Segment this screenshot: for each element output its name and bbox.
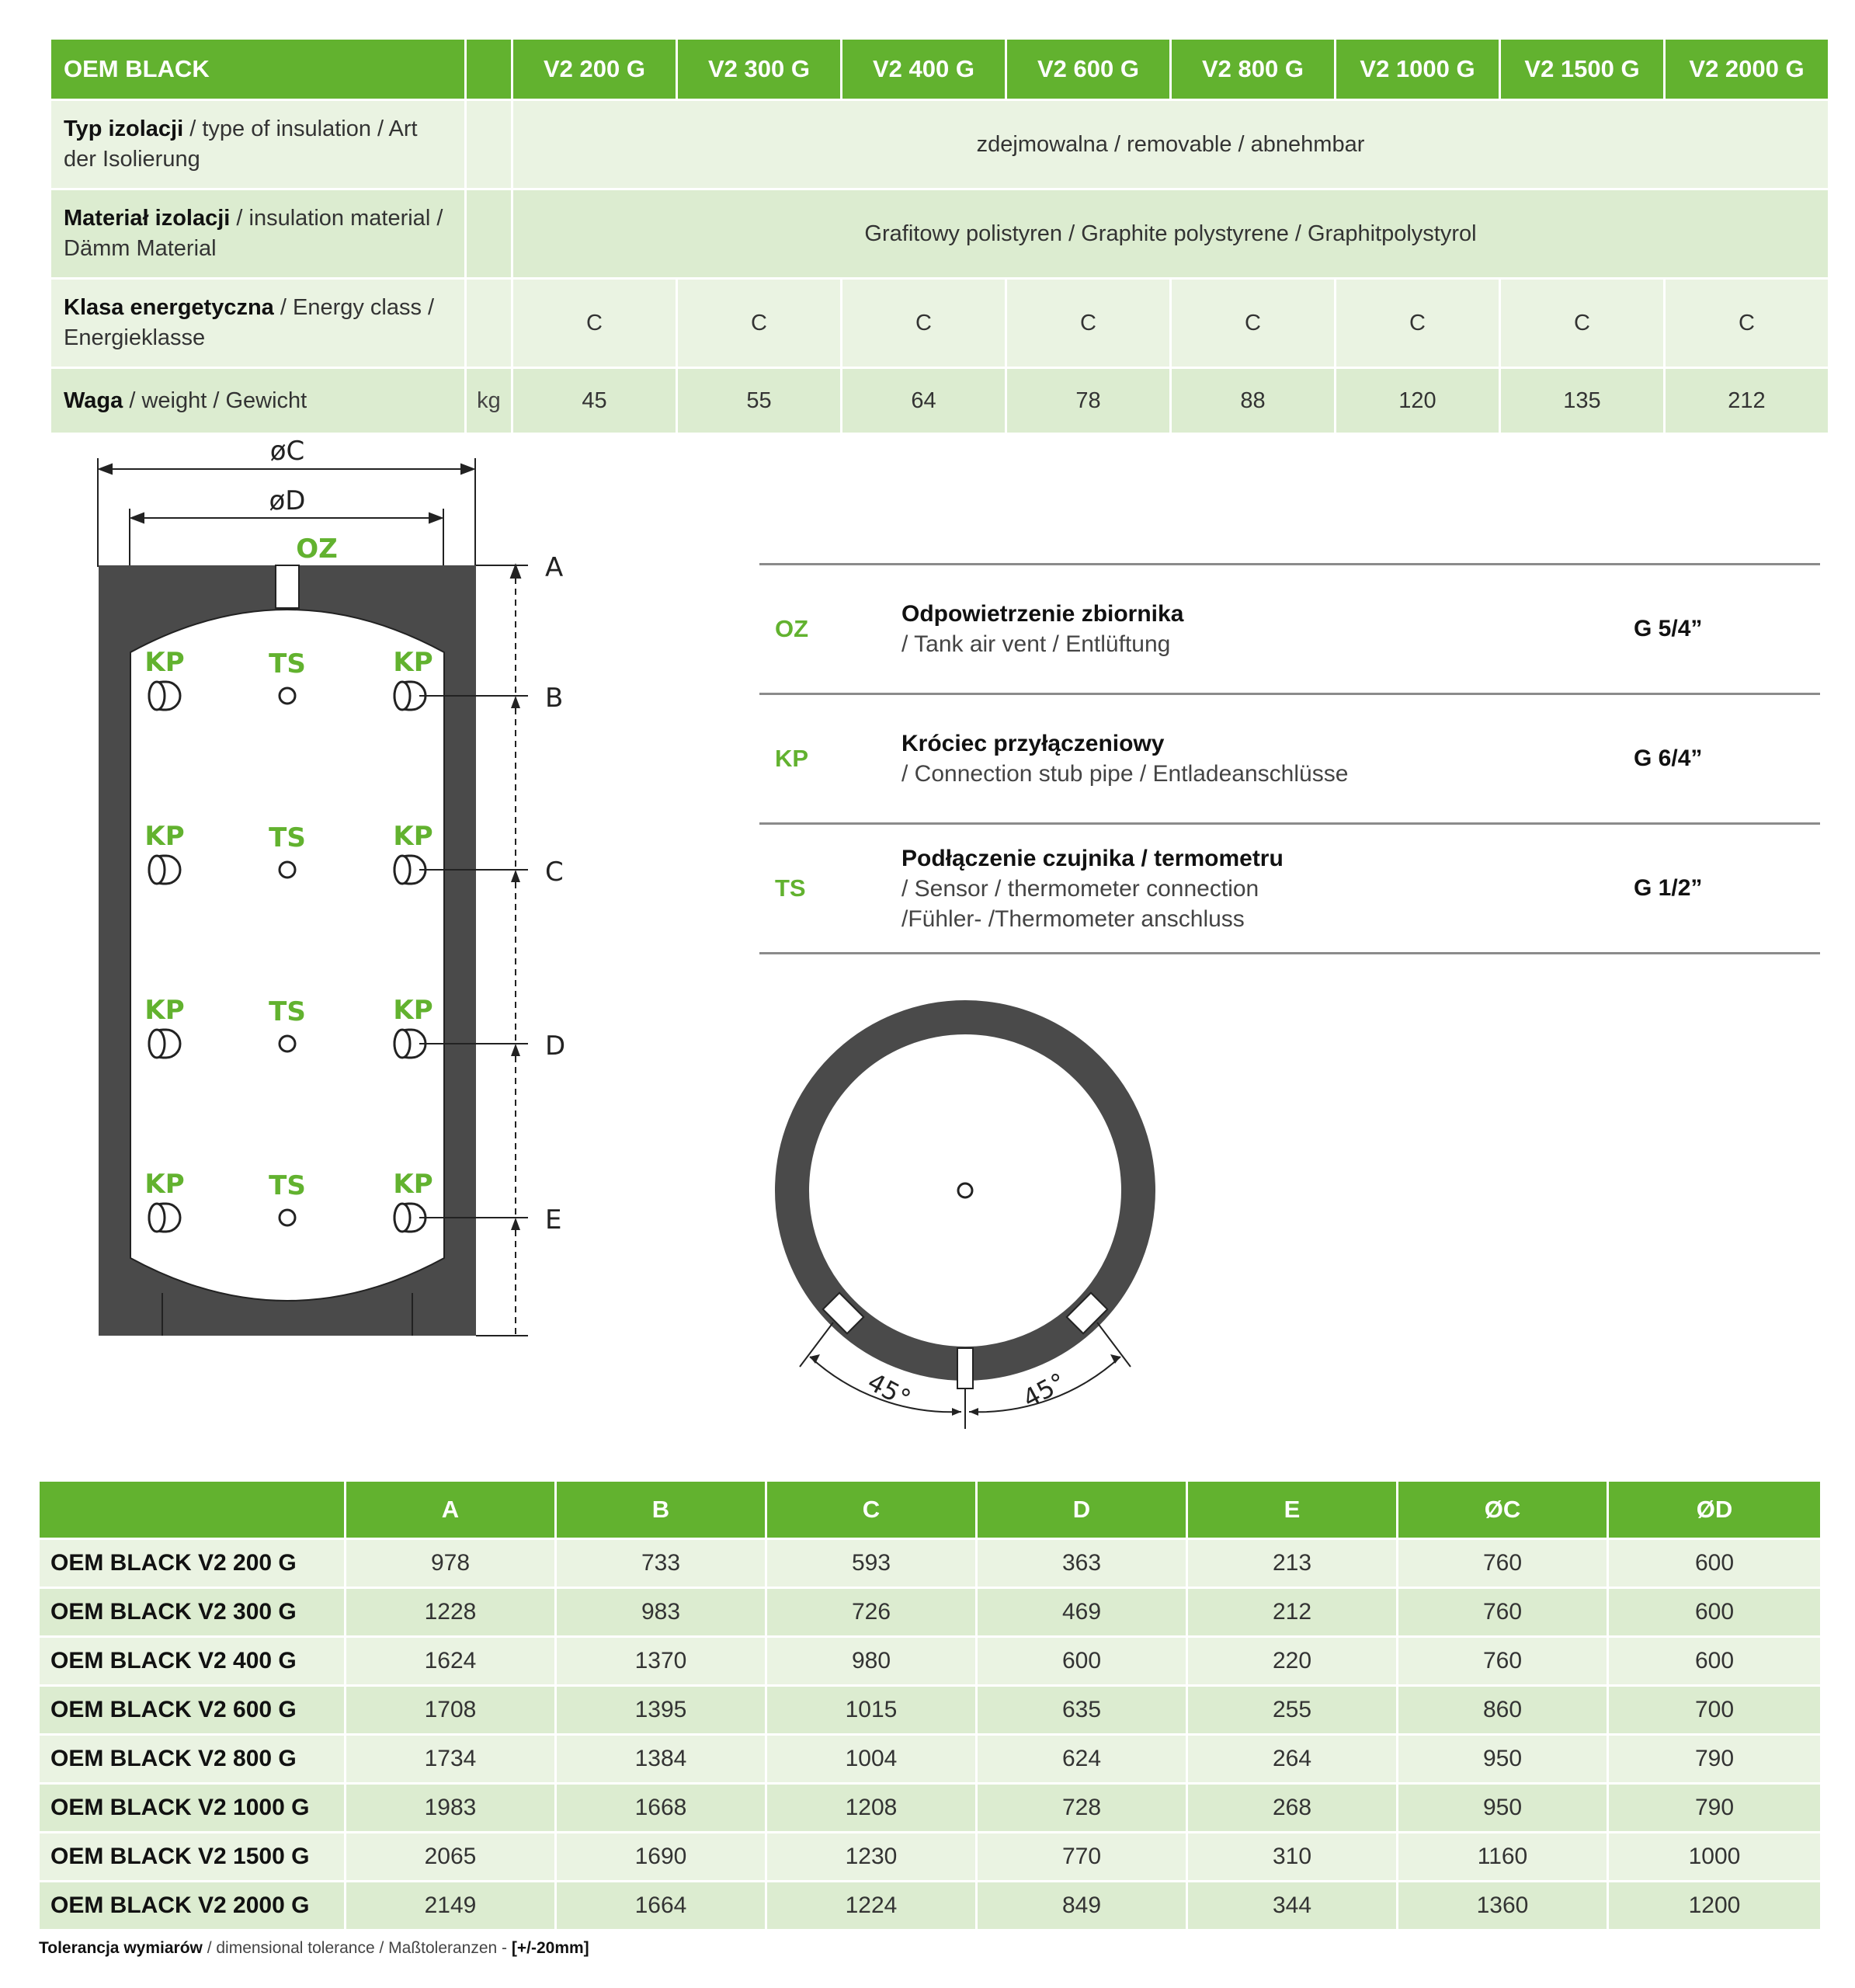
spec-header-cell: V2 800 G xyxy=(1172,40,1334,99)
legend-thread: G 6/4” xyxy=(1634,746,1703,771)
model-name: OEM BLACK V2 2000 G xyxy=(40,1882,344,1929)
spec-table xyxy=(49,37,1830,435)
model-name: OEM BLACK V2 800 G xyxy=(40,1736,344,1782)
dim-header-cell: A xyxy=(346,1482,554,1538)
tank-diagram xyxy=(0,419,621,1351)
legend-row xyxy=(759,563,1820,693)
dimension-value: 980 xyxy=(767,1638,975,1684)
ts-port xyxy=(280,688,295,704)
model-name: OEM BLACK V2 1500 G xyxy=(40,1833,344,1880)
dim-header-cell: D xyxy=(978,1482,1186,1538)
dimension-value: 1384 xyxy=(557,1736,765,1782)
model-name: OEM BLACK V2 400 G xyxy=(40,1638,344,1684)
dimension-value: 469 xyxy=(978,1589,1186,1635)
legend-thread: G 1/2” xyxy=(1634,875,1703,901)
dimension-value: 849 xyxy=(978,1882,1186,1929)
dimension-value: 760 xyxy=(1398,1540,1607,1587)
dimension-row xyxy=(40,1687,1820,1733)
dimension-value: 1228 xyxy=(346,1589,554,1635)
dimension-value: 593 xyxy=(767,1540,975,1587)
dimension-value: 624 xyxy=(978,1736,1186,1782)
dimension-value: 600 xyxy=(1609,1589,1820,1635)
dimension-row xyxy=(40,1736,1820,1782)
dimension-value: 600 xyxy=(1609,1638,1820,1684)
dimension-value: 1668 xyxy=(557,1785,765,1831)
ts-label: TS xyxy=(269,648,306,679)
ts-label: TS xyxy=(269,1170,306,1201)
energy-class-cell: C xyxy=(1336,280,1499,367)
dimension-value: 700 xyxy=(1609,1687,1820,1733)
dim-header-cell: B xyxy=(557,1482,765,1538)
dimension-value: 255 xyxy=(1188,1687,1396,1733)
dimension-value: 213 xyxy=(1188,1540,1396,1587)
spec-header-cell: V2 200 G xyxy=(513,40,676,99)
dimension-value: 2149 xyxy=(346,1882,554,1929)
dimension-value: 268 xyxy=(1188,1785,1396,1831)
dimension-value: 212 xyxy=(1188,1589,1396,1635)
spec-header-cell: V2 400 G xyxy=(842,40,1005,99)
kp-label: KP xyxy=(393,1169,433,1200)
ts-label: TS xyxy=(269,822,306,853)
insulation-material-value: Grafitowy polistyren / Graphite polystyrene / Graphitpolystyrol xyxy=(513,190,1828,277)
legend-row xyxy=(759,693,1820,822)
kp-label: KP xyxy=(144,647,185,678)
dimension-value: 1000 xyxy=(1609,1833,1820,1880)
energy-class-cell: C xyxy=(513,280,676,367)
dimension-value: 264 xyxy=(1188,1736,1396,1782)
legend-code: TS xyxy=(775,874,806,902)
legend-code: OZ xyxy=(775,615,809,642)
dim-header-cell: ØC xyxy=(1398,1482,1607,1538)
weight-cell: 135 xyxy=(1501,369,1663,433)
dimension-value: 1230 xyxy=(767,1833,975,1880)
dimension-row xyxy=(40,1785,1820,1831)
angle-label-left: 45° xyxy=(863,1367,916,1414)
dimension-row xyxy=(40,1589,1820,1635)
kp-label: KP xyxy=(144,1169,185,1200)
spec-header-cell: V2 600 G xyxy=(1007,40,1169,99)
weight-cell: 64 xyxy=(842,369,1005,433)
tank-top-view xyxy=(761,986,1180,1437)
insulation-type-row xyxy=(51,101,1828,188)
dimension-value: 1015 xyxy=(767,1687,975,1733)
weight-cell: 120 xyxy=(1336,369,1499,433)
dimension-value: 1690 xyxy=(557,1833,765,1880)
dimension-value: 1160 xyxy=(1398,1833,1607,1880)
dimension-row xyxy=(40,1882,1820,1929)
dimension-row xyxy=(40,1833,1820,1880)
dimension-value: 1004 xyxy=(767,1736,975,1782)
dimension-value: 1734 xyxy=(346,1736,554,1782)
legend-line: /Fühler- /Thermometer anschluss xyxy=(901,905,1245,932)
row-label: Waga / weight / Gewicht xyxy=(51,369,464,433)
ts-port xyxy=(280,1210,295,1225)
dimension-value: 1395 xyxy=(557,1687,765,1733)
level-label-e: E xyxy=(545,1204,562,1236)
energy-class-cell: C xyxy=(1172,280,1334,367)
dimension-value: 733 xyxy=(557,1540,765,1587)
dimension-row xyxy=(40,1540,1820,1587)
dimension-header-row xyxy=(40,1482,1820,1538)
level-label-a: A xyxy=(545,552,564,583)
dimension-value: 220 xyxy=(1188,1638,1396,1684)
ts-port xyxy=(280,1036,295,1051)
dimension-value: 770 xyxy=(978,1833,1186,1880)
dimension-value: 1224 xyxy=(767,1882,975,1929)
dimension-value: 950 xyxy=(1398,1736,1607,1782)
weight-unit: kg xyxy=(467,369,511,433)
dimension-row xyxy=(40,1638,1820,1684)
dia-d-label: øD xyxy=(269,485,306,516)
level-label-c: C xyxy=(545,857,564,888)
dimension-value: 978 xyxy=(346,1540,554,1587)
dimension-value: 983 xyxy=(557,1589,765,1635)
spec-header-cell: V2 300 G xyxy=(678,40,840,99)
tolerance-note: Tolerancja wymiarów / dimensional tolerance / Maßtoleranzen - [+/-20mm] xyxy=(39,1939,589,1957)
weight-cell: 212 xyxy=(1666,369,1828,433)
row-label: Typ izolacji / type of insulation / Art der Isolierung xyxy=(51,101,464,188)
dimension-value: 600 xyxy=(978,1638,1186,1684)
dim-header-cell: E xyxy=(1188,1482,1396,1538)
spec-header-cell: OEM BLACK xyxy=(51,40,464,99)
dimension-value: 1360 xyxy=(1398,1882,1607,1929)
legend-title: Podłączenie czujnika / termometru xyxy=(901,845,1284,871)
energy-class-cell: C xyxy=(1666,280,1828,367)
oz-port xyxy=(276,565,299,608)
ts-label: TS xyxy=(269,996,306,1027)
oz-label: OZ xyxy=(296,533,338,565)
dimension-value: 363 xyxy=(978,1540,1186,1587)
weight-cell: 55 xyxy=(678,369,840,433)
energy-class-cell: C xyxy=(1007,280,1169,367)
dimension-value: 1200 xyxy=(1609,1882,1820,1929)
kp-label: KP xyxy=(144,995,185,1026)
connection-legend xyxy=(759,563,1820,954)
dim-header-cell xyxy=(40,1482,344,1538)
spec-header-cell: V2 1500 G xyxy=(1501,40,1663,99)
bottom-port xyxy=(957,1348,973,1388)
dimension-value: 728 xyxy=(978,1785,1186,1831)
legend-title: Króciec przyłączeniowy xyxy=(901,731,1165,756)
energy-class-cell: C xyxy=(1501,280,1663,367)
energy-class-cell: C xyxy=(678,280,840,367)
weight-cell: 45 xyxy=(513,369,676,433)
dimension-value: 1983 xyxy=(346,1785,554,1831)
dimension-value: 310 xyxy=(1188,1833,1396,1880)
spec-header-cell: V2 1000 G xyxy=(1336,40,1499,99)
dim-header-cell: ØD xyxy=(1609,1482,1820,1538)
dimension-value: 2065 xyxy=(346,1833,554,1880)
kp-label: KP xyxy=(144,821,185,852)
dimension-value: 1624 xyxy=(346,1638,554,1684)
dimension-value: 760 xyxy=(1398,1638,1607,1684)
insulation-material-row xyxy=(51,190,1828,277)
dimension-value: 760 xyxy=(1398,1589,1607,1635)
dimension-value: 950 xyxy=(1398,1785,1607,1831)
dimension-value: 726 xyxy=(767,1589,975,1635)
dimension-value: 344 xyxy=(1188,1882,1396,1929)
model-name: OEM BLACK V2 1000 G xyxy=(40,1785,344,1831)
model-name: OEM BLACK V2 200 G xyxy=(40,1540,344,1587)
level-label-b: B xyxy=(545,683,564,714)
spec-header-cell xyxy=(467,40,511,99)
energy-class-row xyxy=(51,280,1828,367)
weight-cell: 78 xyxy=(1007,369,1169,433)
kp-label: KP xyxy=(393,821,433,852)
weight-cell: 88 xyxy=(1172,369,1334,433)
dimension-value: 635 xyxy=(978,1687,1186,1733)
legend-line: / Sensor / thermometer connection xyxy=(901,875,1259,902)
dimension-value: 1664 xyxy=(557,1882,765,1929)
model-name: OEM BLACK V2 600 G xyxy=(40,1687,344,1733)
legend-thread: G 5/4” xyxy=(1634,616,1703,641)
dimension-value: 790 xyxy=(1609,1736,1820,1782)
legend-code: KP xyxy=(775,745,809,772)
dimension-value: 860 xyxy=(1398,1687,1607,1733)
ts-port xyxy=(280,862,295,878)
model-name: OEM BLACK V2 300 G xyxy=(40,1589,344,1635)
dia-c-label: øC xyxy=(269,436,305,467)
spec-header-cell: V2 2000 G xyxy=(1666,40,1828,99)
dimension-value: 790 xyxy=(1609,1785,1820,1831)
legend-line: / Connection stub pipe / Entladeanschlüsse xyxy=(901,761,1349,787)
kp-label: KP xyxy=(393,647,433,678)
legend-row xyxy=(759,822,1820,954)
insulation-type-value: zdejmowalna / removable / abnehmbar xyxy=(513,101,1828,188)
row-label: Materiał izolacji / insulation material / Dämm Material xyxy=(51,190,464,277)
energy-class-cell: C xyxy=(842,280,1005,367)
center-port xyxy=(958,1183,972,1197)
legend-line: / Tank air vent / Entlüftung xyxy=(901,631,1171,657)
spec-header-row xyxy=(51,40,1828,99)
row-label: Klasa energetyczna / Energy class / Energieklasse xyxy=(51,280,464,367)
level-label-d: D xyxy=(545,1030,566,1062)
kp-label: KP xyxy=(393,995,433,1026)
dimension-table xyxy=(37,1479,1822,1931)
dimension-value: 1708 xyxy=(346,1687,554,1733)
dimension-value: 600 xyxy=(1609,1540,1820,1587)
dimension-value: 1370 xyxy=(557,1638,765,1684)
legend-title: Odpowietrzenie zbiornika xyxy=(901,601,1184,627)
angle-label-right: 45° xyxy=(1017,1367,1071,1414)
dimension-value: 1208 xyxy=(767,1785,975,1831)
dim-header-cell: C xyxy=(767,1482,975,1538)
